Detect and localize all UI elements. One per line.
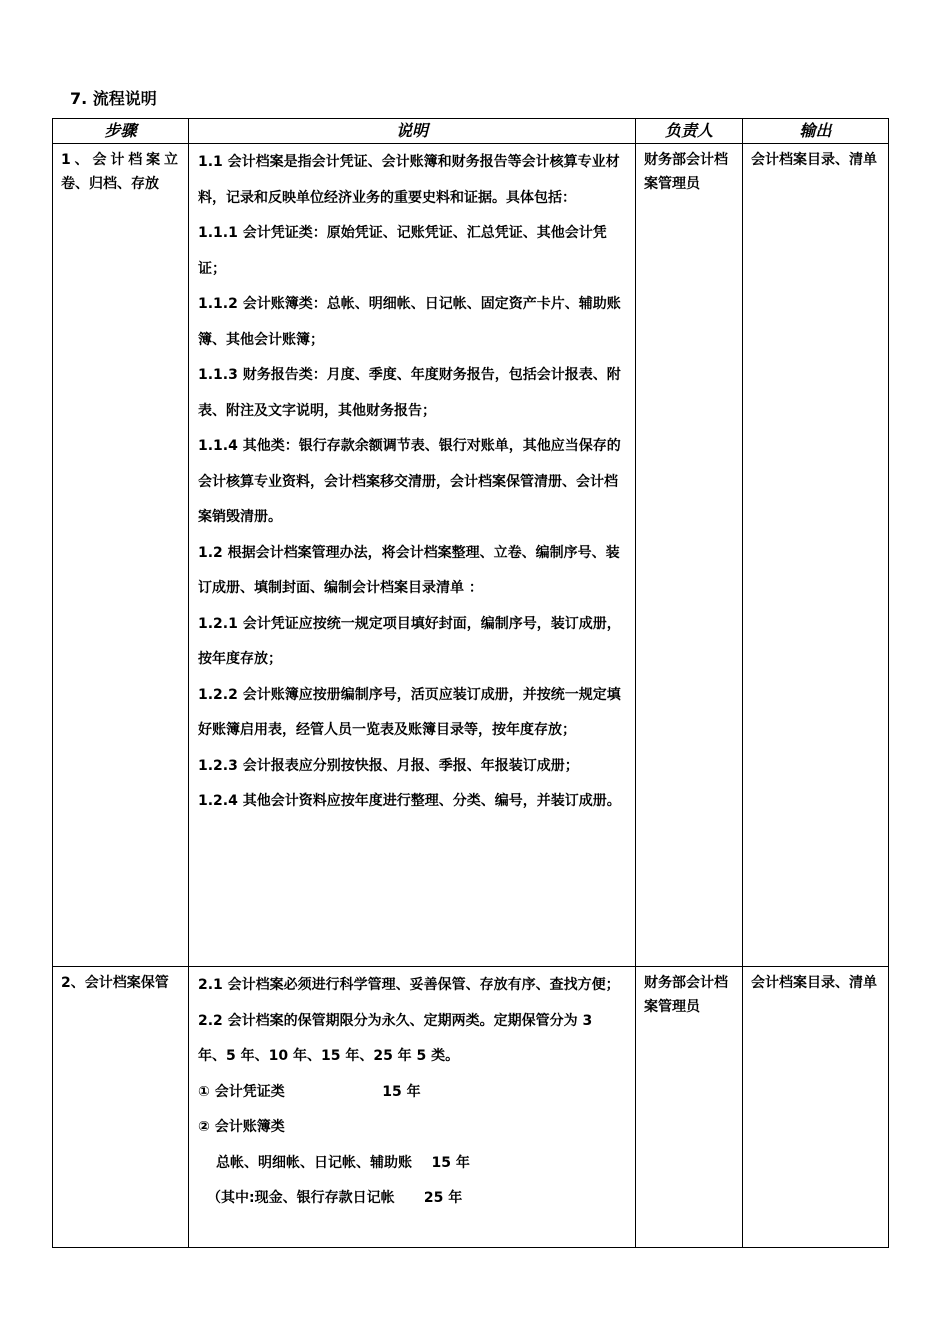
header-step: 步骤 — [53, 119, 189, 144]
table-row — [53, 144, 889, 967]
description-cell — [189, 967, 636, 1248]
table-header-row — [53, 119, 889, 144]
output-cell — [743, 967, 889, 1248]
output-text: 会计档案目录、清单 — [751, 152, 877, 168]
output-cell — [743, 144, 889, 967]
process-table — [52, 118, 889, 1248]
description-paragraph: ① 会计凭证类 15 年 — [198, 1083, 421, 1100]
output-text: 会计档案目录、清单 — [751, 975, 877, 991]
description-paragraph: 2.2 会计档案的保管期限分为永久、定期两类。定期保管分为 3 年、5 年、10 年、15 年、25 年 5 类。 — [198, 1012, 593, 1064]
description-paragraph: （其中:现金、银行存款日记帐 25 年 — [207, 1190, 463, 1206]
description-paragraph: 2.1 会计档案必须进行科学管理、妥善保管、存放有序、查找方便； — [198, 977, 620, 993]
description-paragraph: 1.1.3 财务报告类：月度、季度、年度财务报告，包括会计报表、附表、附注及文字说明，其他财务报告； — [198, 367, 621, 419]
table-row — [53, 967, 889, 1248]
step-cell: 1、会计档案立卷、归档、存放 — [53, 144, 189, 967]
section-title: 7. 流程说明 — [70, 89, 157, 108]
description-paragraph: 1.2.3 会计报表应分别按快报、月报、季报、年报装订成册； — [198, 757, 579, 774]
owner-cell: 财务部会计档案管理员 — [636, 144, 743, 967]
owner-cell: 财务部会计档案管理员 — [636, 967, 743, 1248]
header-output: 输出 — [743, 119, 889, 144]
description-paragraph: 1.1.1 会计凭证类：原始凭证、记账凭证、汇总凭证、其他会计凭证； — [198, 225, 607, 277]
header-owner: 负责人 — [636, 119, 743, 144]
description-paragraph: 1.2 根据会计档案管理办法，将会计档案整理、立卷、编制序号、装订成册、填制封面、编制会计档案目录清单 ： — [198, 544, 620, 596]
description-cell — [189, 144, 636, 967]
description-paragraph: 1.1.4 其他类：银行存款余额调节表、银行对账单，其他应当保存的会计核算专业资料，会计档案移交清册，会计档案保管清册、会计档案销毁清册。 — [198, 438, 621, 525]
step-cell: 2、会计档案保管 — [53, 967, 189, 1248]
description-paragraph: 总帐、明细帐、日记帐、辅助账 15 年 — [216, 1154, 470, 1171]
description-paragraph: 1.2.1 会计凭证应按统一规定项目填好封面，编制序号，装订成册，按年度存放； — [198, 615, 621, 667]
description-paragraph: 1.1 会计档案是指会计凭证、会计账簿和财务报告等会计核算专业材料，记录和反映单位经济业务的重要史料和证据。具体包括： — [198, 154, 620, 206]
description-paragraph: 1.2.4 其他会计资料应按年度进行整理、分类、编号，并装订成册。 — [198, 793, 621, 809]
description-paragraph: 1.1.2 会计账簿类：总帐、明细帐、日记帐、固定资产卡片、辅助账簿、其他会计账簿； — [198, 296, 621, 348]
header-description: 说明 — [189, 119, 636, 144]
description-paragraph: 1.2.2 会计账簿应按册编制序号，活页应装订成册，并按统一规定填好账簿启用表，经管人员一览表及账簿目录等，按年度存放； — [198, 686, 621, 738]
description-paragraph: ② 会计账簿类 — [198, 1119, 285, 1135]
